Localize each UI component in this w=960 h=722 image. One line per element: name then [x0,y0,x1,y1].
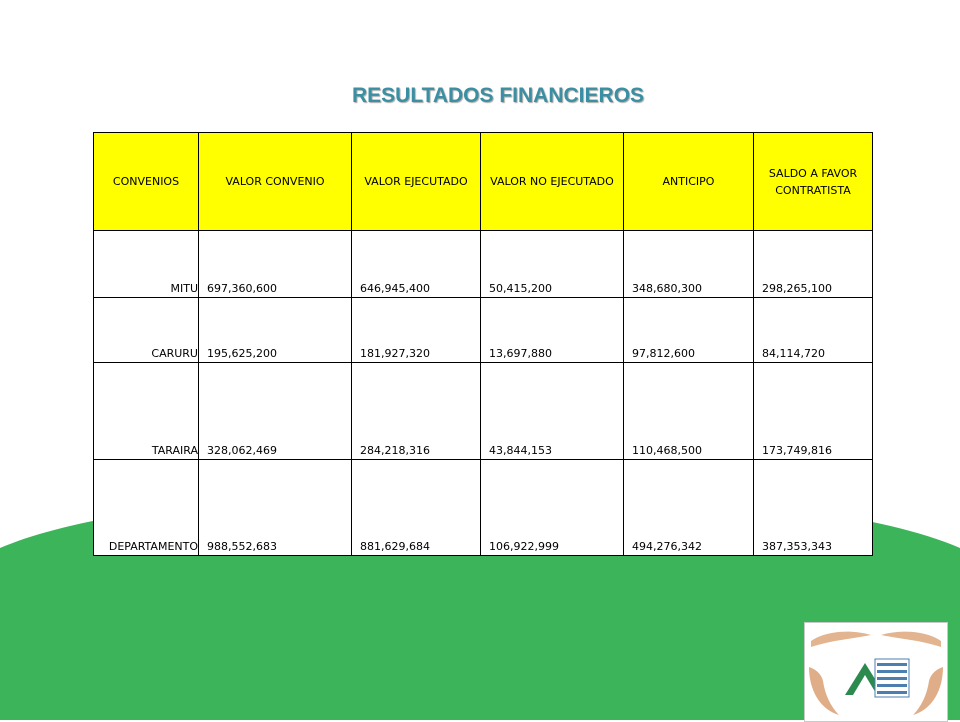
table-row [94,298,873,363]
header-anticipo: ANTICIPO [624,133,754,231]
page-title: RESULTADOS FINANCIEROS [351,84,645,107]
cell-valor-ejecutado: 646,945,400 [352,231,481,298]
cell-convenio: TARAIRA [94,363,199,460]
cell-valor-no-ejecutado: 43,844,153 [481,363,624,460]
table-row [94,231,873,298]
cell-valor-ejecutado: 181,927,320 [352,298,481,363]
cell-valor-no-ejecutado: 13,697,880 [481,298,624,363]
cell-saldo: 387,353,343 [754,460,873,556]
cell-valor-convenio: 988,552,683 [199,460,352,556]
financial-results-table [93,132,873,556]
cell-valor-ejecutado: 881,629,684 [352,460,481,556]
cell-convenio: MITU [94,231,199,298]
header-saldo-a-favor: SALDO A FAVOR CONTRATISTA [754,133,873,231]
cell-anticipo: 97,812,600 [624,298,754,363]
table-row [94,363,873,460]
cell-saldo: 298,265,100 [754,231,873,298]
table-row [94,460,873,556]
cell-anticipo: 110,468,500 [624,363,754,460]
cell-anticipo: 494,276,342 [624,460,754,556]
cell-saldo: 173,749,816 [754,363,873,460]
cell-valor-convenio: 697,360,600 [199,231,352,298]
header-convenios: CONVENIOS [94,133,199,231]
cell-valor-convenio: 195,625,200 [199,298,352,363]
cell-convenio: DEPARTAMENTO [94,460,199,556]
cell-valor-no-ejecutado: 50,415,200 [481,231,624,298]
header-valor-ejecutado: VALOR EJECUTADO [352,133,481,231]
header-valor-no-ejecutado: VALOR NO EJECUTADO [481,133,624,231]
cell-valor-convenio: 328,062,469 [199,363,352,460]
cell-valor-no-ejecutado: 106,922,999 [481,460,624,556]
hands-logo-icon [804,622,948,722]
cell-valor-ejecutado: 284,218,316 [352,363,481,460]
cell-convenio: CARURU [94,298,199,363]
header-valor-convenio: VALOR CONVENIO [199,133,352,231]
cell-saldo: 84,114,720 [754,298,873,363]
hands-logo-graphic [805,623,947,721]
cell-anticipo: 348,680,300 [624,231,754,298]
table-header-row [94,133,873,231]
